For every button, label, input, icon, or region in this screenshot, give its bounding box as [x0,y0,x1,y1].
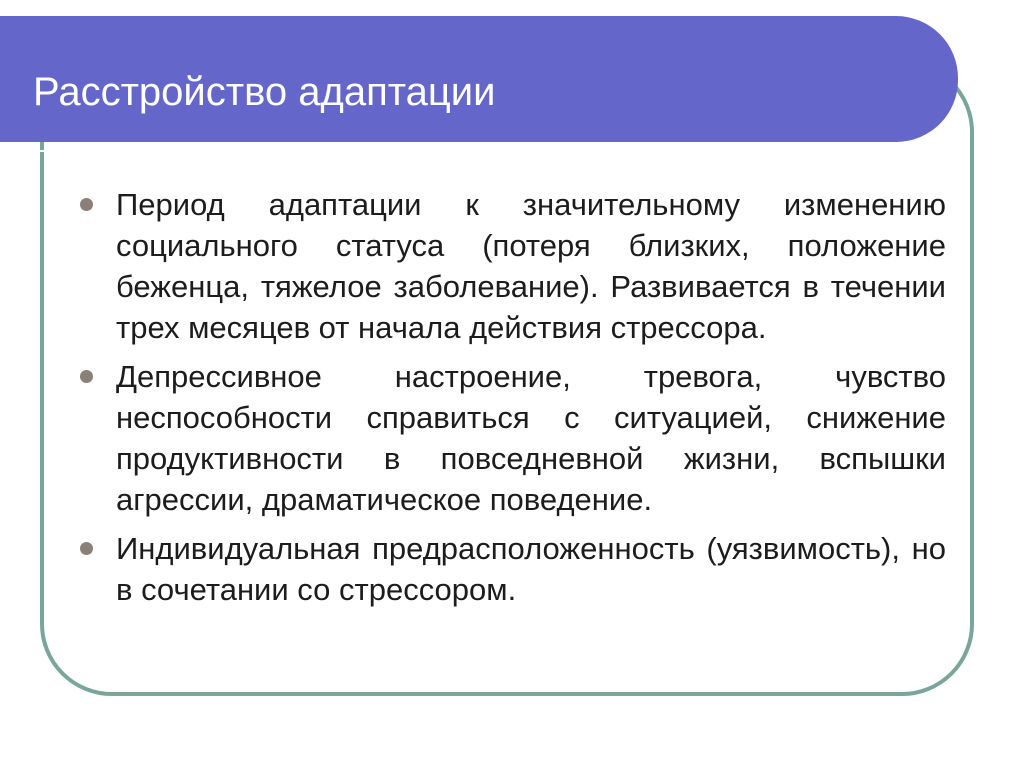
bullet-text: Период адаптации к значительному изменению социального статуса (потеря близких, положение беженца, тяжелое заболевание). Развивается в течении трех месяцев от начала действия стрессора. [116,187,946,345]
bullet-dot-icon [80,370,93,383]
bullet-dot-icon [80,542,93,555]
bullet-text: Депрессивное настроение, тревога, чувство неспособности справиться с ситуацией, снижение продуктивности в повседневной жизни, вспышки агрессии, драматическое поведение. [116,359,946,517]
bullet-item [76,356,946,520]
title-bar [0,16,958,142]
bullet-list [76,184,946,618]
bullet-item [76,528,946,610]
slide-title: Расстройство адаптации [33,70,496,114]
bullet-text: Индивидуальная предрасположенность (уязвимость), но в сочетании со стрессором. [116,531,946,607]
bullet-dot-icon [80,198,93,211]
title-underline [0,150,906,152]
bullet-item [76,184,946,348]
